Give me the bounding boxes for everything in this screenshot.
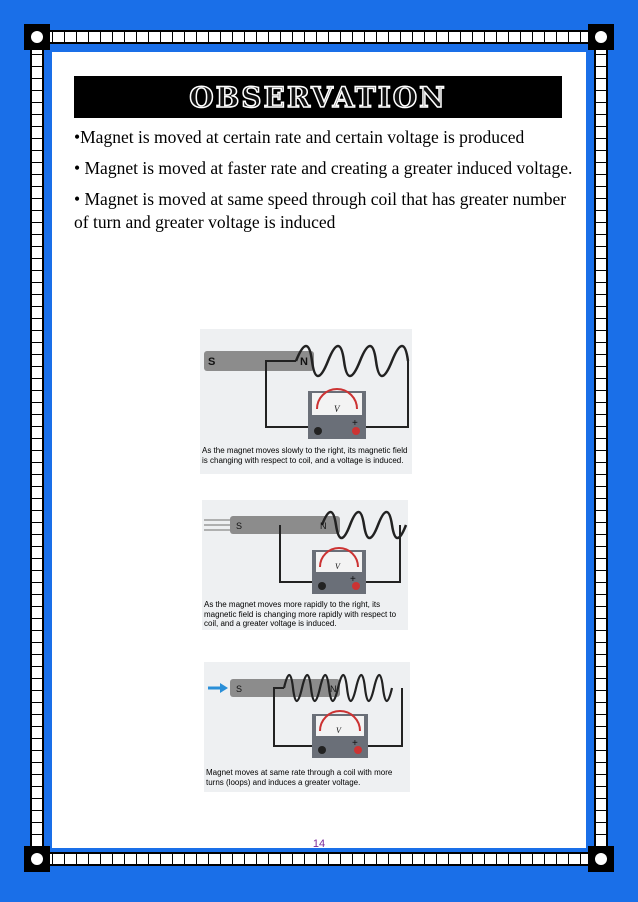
figure-caption: Magnet moves at same rate through a coil with more turns (loops) and induces a greater voltage. xyxy=(206,768,393,787)
negative-terminal xyxy=(318,582,326,590)
negative-terminal xyxy=(314,427,322,435)
border-right xyxy=(594,30,608,866)
meter-label: V xyxy=(335,562,340,571)
figure-slow-magnet xyxy=(200,329,412,474)
meter-label: V xyxy=(334,404,340,414)
page-number: 14 xyxy=(312,838,326,850)
plus-label: + xyxy=(352,418,358,429)
south-pole-label: S xyxy=(236,521,243,531)
border-left xyxy=(30,30,44,866)
south-pole-label: S xyxy=(236,684,243,694)
page xyxy=(52,52,586,848)
north-pole-label: N xyxy=(320,521,327,531)
title-banner xyxy=(74,76,562,118)
meter-label: V xyxy=(336,726,341,735)
corner-ornament xyxy=(24,24,50,50)
corner-ornament xyxy=(588,24,614,50)
observation-list xyxy=(74,126,574,242)
plus-label: + xyxy=(352,738,358,749)
figure-more-turns xyxy=(204,662,410,792)
north-pole-label: N xyxy=(300,356,308,368)
figure-caption: As the magnet moves slowly to the right, its magnetic field is changing with respect to coil, and a voltage is induced. xyxy=(202,446,408,465)
figure-caption: As the magnet moves more rapidly to the right, its magnetic field is changing more rapidly with respect to coil, and a greater voltage is induced. xyxy=(204,600,397,628)
border-bottom xyxy=(28,852,610,866)
negative-terminal xyxy=(318,746,326,754)
corner-ornament xyxy=(24,846,50,872)
north-pole-label: N xyxy=(330,684,337,694)
plus-label: + xyxy=(350,574,356,585)
bullet-3: • Magnet is moved at same speed through coil that has greater number of turn and greater voltage is induced xyxy=(74,189,567,232)
border-top xyxy=(28,30,610,44)
south-pole-label: S xyxy=(208,356,216,368)
figure-fast-magnet xyxy=(202,500,408,630)
bullet-1: •Magnet is moved at certain rate and certain voltage is produced xyxy=(74,127,525,147)
bullet-2: • Magnet is moved at faster rate and creating a greater induced voltage. xyxy=(74,158,573,178)
page-title: OBSERVATION xyxy=(189,80,447,114)
corner-ornament xyxy=(588,846,614,872)
bar-magnet xyxy=(204,351,314,371)
